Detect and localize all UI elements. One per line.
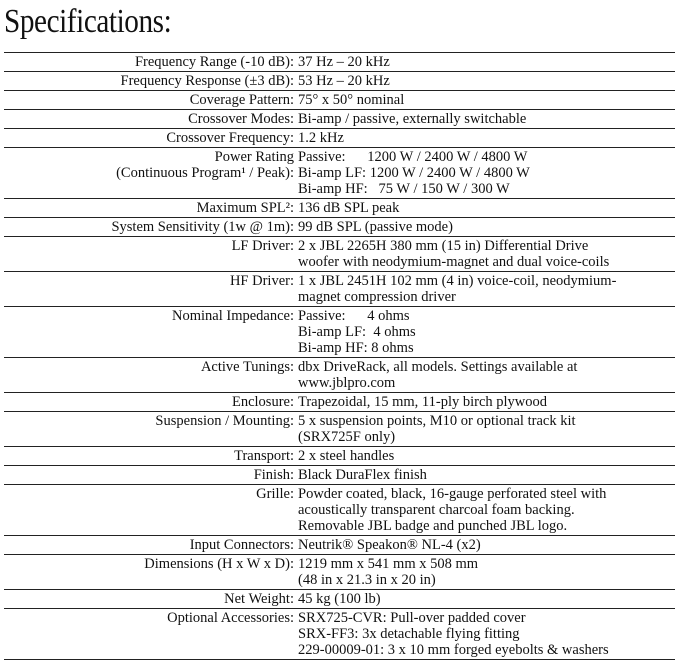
spec-label xyxy=(4,199,298,218)
spec-label-line: Input Connectors: xyxy=(189,537,294,553)
spec-value-line: 1 x JBL 2451H 102 mm (4 in) voice-coil, neodymium- xyxy=(298,273,617,289)
spec-label-line: Suspension / Mounting: xyxy=(155,413,294,429)
spec-row xyxy=(4,272,675,307)
spec-label-line: Maximum SPL²: xyxy=(196,200,294,216)
spec-label xyxy=(4,129,298,148)
spec-row xyxy=(4,536,675,555)
spec-value-line: 75° x 50° nominal xyxy=(298,92,405,108)
spec-label-line: Transport: xyxy=(234,448,294,464)
spec-value xyxy=(298,72,675,91)
spec-label xyxy=(4,72,298,91)
spec-label xyxy=(4,272,298,307)
spec-value xyxy=(298,91,675,110)
spec-row xyxy=(4,466,675,485)
spec-value-line: 99 dB SPL (passive mode) xyxy=(298,219,453,235)
spec-label-line: Active Tunings: xyxy=(200,359,294,375)
spec-row xyxy=(4,412,675,447)
spec-value-line: Removable JBL badge and punched JBL logo. xyxy=(298,518,568,534)
spec-label-line: Coverage Pattern: xyxy=(189,92,294,108)
spec-label xyxy=(4,609,298,660)
spec-value-line: 2 x steel handles xyxy=(298,448,395,464)
spec-label xyxy=(4,307,298,358)
spec-row xyxy=(4,218,675,237)
spec-value xyxy=(298,536,675,555)
spec-value-line: magnet compression driver xyxy=(298,289,456,305)
spec-row xyxy=(4,148,675,199)
spec-label xyxy=(4,148,298,199)
spec-label xyxy=(4,110,298,129)
spec-value xyxy=(298,53,675,72)
spec-value-line: 45 kg (100 lb) xyxy=(298,591,381,607)
spec-label xyxy=(4,91,298,110)
spec-value xyxy=(298,148,675,199)
specifications-table xyxy=(4,52,675,660)
spec-value-line: Neutrik® Speakon® NL-4 (x2) xyxy=(298,537,481,553)
spec-value xyxy=(298,272,675,307)
spec-value-line: 1219 mm x 541 mm x 508 mm xyxy=(298,556,479,572)
spec-label-line: Enclosure: xyxy=(231,394,294,410)
spec-label-line: Net Weight: xyxy=(224,591,294,607)
spec-value-line: Passive: 1200 W / 2400 W / 4800 W xyxy=(298,149,528,165)
spec-label xyxy=(4,555,298,590)
spec-label xyxy=(4,466,298,485)
spec-label-line: Crossover Modes: xyxy=(188,111,294,127)
spec-value-line: 1.2 kHz xyxy=(298,130,344,146)
spec-value xyxy=(298,129,675,148)
spec-value xyxy=(298,199,675,218)
spec-row xyxy=(4,358,675,393)
spec-label-line: Grille: xyxy=(256,486,294,502)
spec-row xyxy=(4,307,675,358)
spec-label xyxy=(4,485,298,536)
spec-label-line: System Sensitivity (1w @ 1m): xyxy=(111,219,294,235)
spec-value-line: SRX725-CVR: Pull-over padded cover xyxy=(298,610,526,626)
spec-value-line: 53 Hz – 20 kHz xyxy=(298,73,390,89)
spec-label xyxy=(4,412,298,447)
spec-row xyxy=(4,590,675,609)
spec-row xyxy=(4,72,675,91)
spec-value-line: www.jblpro.com xyxy=(298,375,396,391)
spec-row xyxy=(4,110,675,129)
spec-value-line: 136 dB SPL peak xyxy=(298,200,400,216)
spec-value-line: Black DuraFlex finish xyxy=(298,467,427,483)
spec-value xyxy=(298,609,675,660)
spec-row xyxy=(4,485,675,536)
spec-label xyxy=(4,393,298,412)
specifications-body xyxy=(4,53,675,660)
spec-row xyxy=(4,53,675,72)
spec-value-line: (48 in x 21.3 in x 20 in) xyxy=(298,572,436,588)
spec-value-line: 2 x JBL 2265H 380 mm (15 in) Differential Drive xyxy=(298,238,589,254)
spec-value-line: acoustically transparent charcoal foam backing. xyxy=(298,502,575,518)
spec-value xyxy=(298,358,675,393)
spec-label xyxy=(4,590,298,609)
spec-label-line: Crossover Frequency: xyxy=(166,130,294,146)
spec-value xyxy=(298,466,675,485)
spec-value-line: Bi-amp HF: 75 W / 150 W / 300 W xyxy=(298,181,510,197)
spec-label-line: Dimensions (H x W x D): xyxy=(144,556,294,572)
spec-value-line: 229-00009-01: 3 x 10 mm forged eyebolts & washers xyxy=(298,642,609,658)
page-title: Specifications: xyxy=(4,3,172,40)
spec-value-line: Bi-amp / passive, externally switchable xyxy=(298,111,527,127)
spec-value-line: dbx DriveRack, all models. Settings available at xyxy=(298,359,578,375)
spec-value xyxy=(298,237,675,272)
spec-label-line: LF Driver: xyxy=(231,238,294,254)
spec-label xyxy=(4,218,298,237)
spec-row xyxy=(4,447,675,466)
spec-value-line: 5 x suspension points, M10 or optional track kit xyxy=(298,413,576,429)
spec-value xyxy=(298,393,675,412)
spec-value xyxy=(298,307,675,358)
spec-label-line: Power Rating xyxy=(214,149,294,165)
spec-label-line: Frequency Range (-10 dB): xyxy=(134,54,294,70)
spec-label xyxy=(4,536,298,555)
spec-value xyxy=(298,447,675,466)
spec-value xyxy=(298,485,675,536)
spec-label xyxy=(4,358,298,393)
spec-value-line: Bi-amp HF: 8 ohms xyxy=(298,340,414,356)
spec-value xyxy=(298,555,675,590)
spec-value-line: Trapezoidal, 15 mm, 11-ply birch plywood xyxy=(298,394,548,410)
spec-label-line: (Continuous Program¹ / Peak): xyxy=(116,165,294,181)
spec-row xyxy=(4,199,675,218)
spec-row xyxy=(4,91,675,110)
spec-value-line: woofer with neodymium-magnet and dual voice-coils xyxy=(298,254,610,270)
spec-value-line: Bi-amp LF: 1200 W / 2400 W / 4800 W xyxy=(298,165,530,181)
spec-value xyxy=(298,412,675,447)
spec-value xyxy=(298,590,675,609)
spec-value-line: Passive: 4 ohms xyxy=(298,308,410,324)
spec-label-line: Optional Accessories: xyxy=(167,610,294,626)
spec-label-line: Nominal Impedance: xyxy=(172,308,294,324)
spec-value xyxy=(298,218,675,237)
spec-value-line: Bi-amp LF: 4 ohms xyxy=(298,324,416,340)
spec-value-line: SRX-FF3: 3x detachable flying fitting xyxy=(298,626,520,642)
spec-label xyxy=(4,447,298,466)
spec-label-line: HF Driver: xyxy=(229,273,294,289)
spec-value-line: (SRX725F only) xyxy=(298,429,396,445)
spec-label-line: Finish: xyxy=(253,467,294,483)
spec-label xyxy=(4,53,298,72)
spec-row xyxy=(4,237,675,272)
spec-row xyxy=(4,555,675,590)
spec-value-line: 37 Hz – 20 kHz xyxy=(298,54,390,70)
spec-value-line: Powder coated, black, 16-gauge perforated steel with xyxy=(298,486,607,502)
spec-value xyxy=(298,110,675,129)
spec-label-line: Frequency Response (±3 dB): xyxy=(120,73,294,89)
spec-row xyxy=(4,393,675,412)
spec-label xyxy=(4,237,298,272)
spec-row xyxy=(4,129,675,148)
spec-row xyxy=(4,609,675,660)
